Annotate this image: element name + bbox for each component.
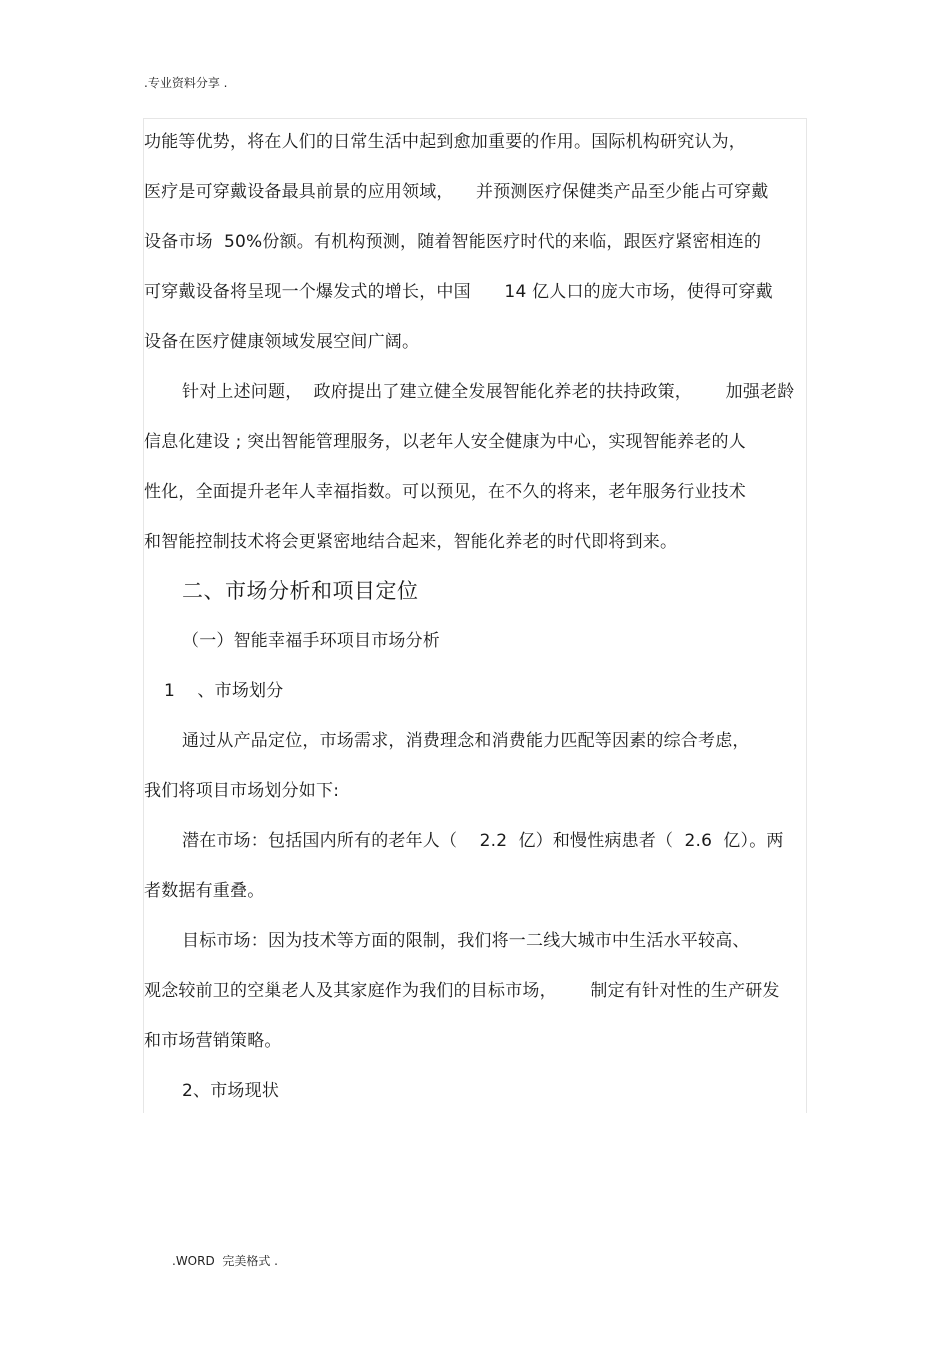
- text-line: 可穿戴设备将呈现一个爆发式的增长，中国 14 亿人口的庞大市场，使得可穿戴: [144, 282, 773, 302]
- text-line: 医疗是可穿戴设备最具前景的应用领域， 并预测医疗保健类产品至少能占可穿戴: [144, 182, 769, 202]
- frame-top-line: [143, 118, 807, 119]
- text-line: 目标市场：因为技术等方面的限制，我们将一二线大城市中生活水平较高、: [182, 931, 750, 951]
- page-header: .专业资料分享 .: [144, 76, 228, 90]
- frame-left-line: [143, 118, 144, 1113]
- text-line: 功能等优势，将在人们的日常生活中起到愈加重要的作用。国际机构研究认为，: [144, 132, 746, 152]
- text-line: 我们将项目市场划分如下:: [144, 781, 340, 801]
- text-line: 设备市场 50%份额。有机构预测，随着智能医疗时代的来临，跟医疗紧密相连的: [144, 232, 762, 252]
- item-1-heading: 1 、市场划分: [164, 681, 284, 701]
- text-line: 针对上述问题， 政府提出了建立健全发展智能化养老的扶持政策， 加强老龄: [182, 382, 795, 402]
- subsection-heading: （一）智能幸福手环项目市场分析: [182, 631, 440, 651]
- text-line: 信息化建设 ; 突出智能管理服务，以老年人安全健康为中心，实现智能养老的人: [144, 432, 746, 452]
- text-line: 观念较前卫的空巢老人及其家庭作为我们的目标市场， 制定有针对性的生产研发: [144, 981, 780, 1001]
- text-line: 设备在医疗健康领域发展空间广阔。: [144, 332, 420, 352]
- text-line: 和智能控制技术将会更紧密地结合起来，智能化养老的时代即将到来。: [144, 532, 678, 552]
- section-heading: 二、市场分析和项目定位: [182, 579, 419, 603]
- frame-right-line: [806, 118, 807, 1113]
- page-footer: .WORD 完美格式 .: [172, 1254, 278, 1268]
- item-2-heading: 2、市场现状: [182, 1081, 280, 1101]
- text-line: 潜在市场：包括国内所有的老年人（ 2.2 亿）和慢性病患者（ 2.6 亿）。两: [182, 831, 784, 851]
- text-line: 和市场营销策略。: [144, 1031, 282, 1051]
- text-line: 者数据有重叠。: [144, 881, 265, 901]
- text-line: 性化，全面提升老年人幸福指数。可以预见，在不久的将来，老年服务行业技术: [144, 482, 746, 502]
- text-line: 通过从产品定位，市场需求，消费理念和消费能力匹配等因素的综合考虑，: [182, 731, 750, 751]
